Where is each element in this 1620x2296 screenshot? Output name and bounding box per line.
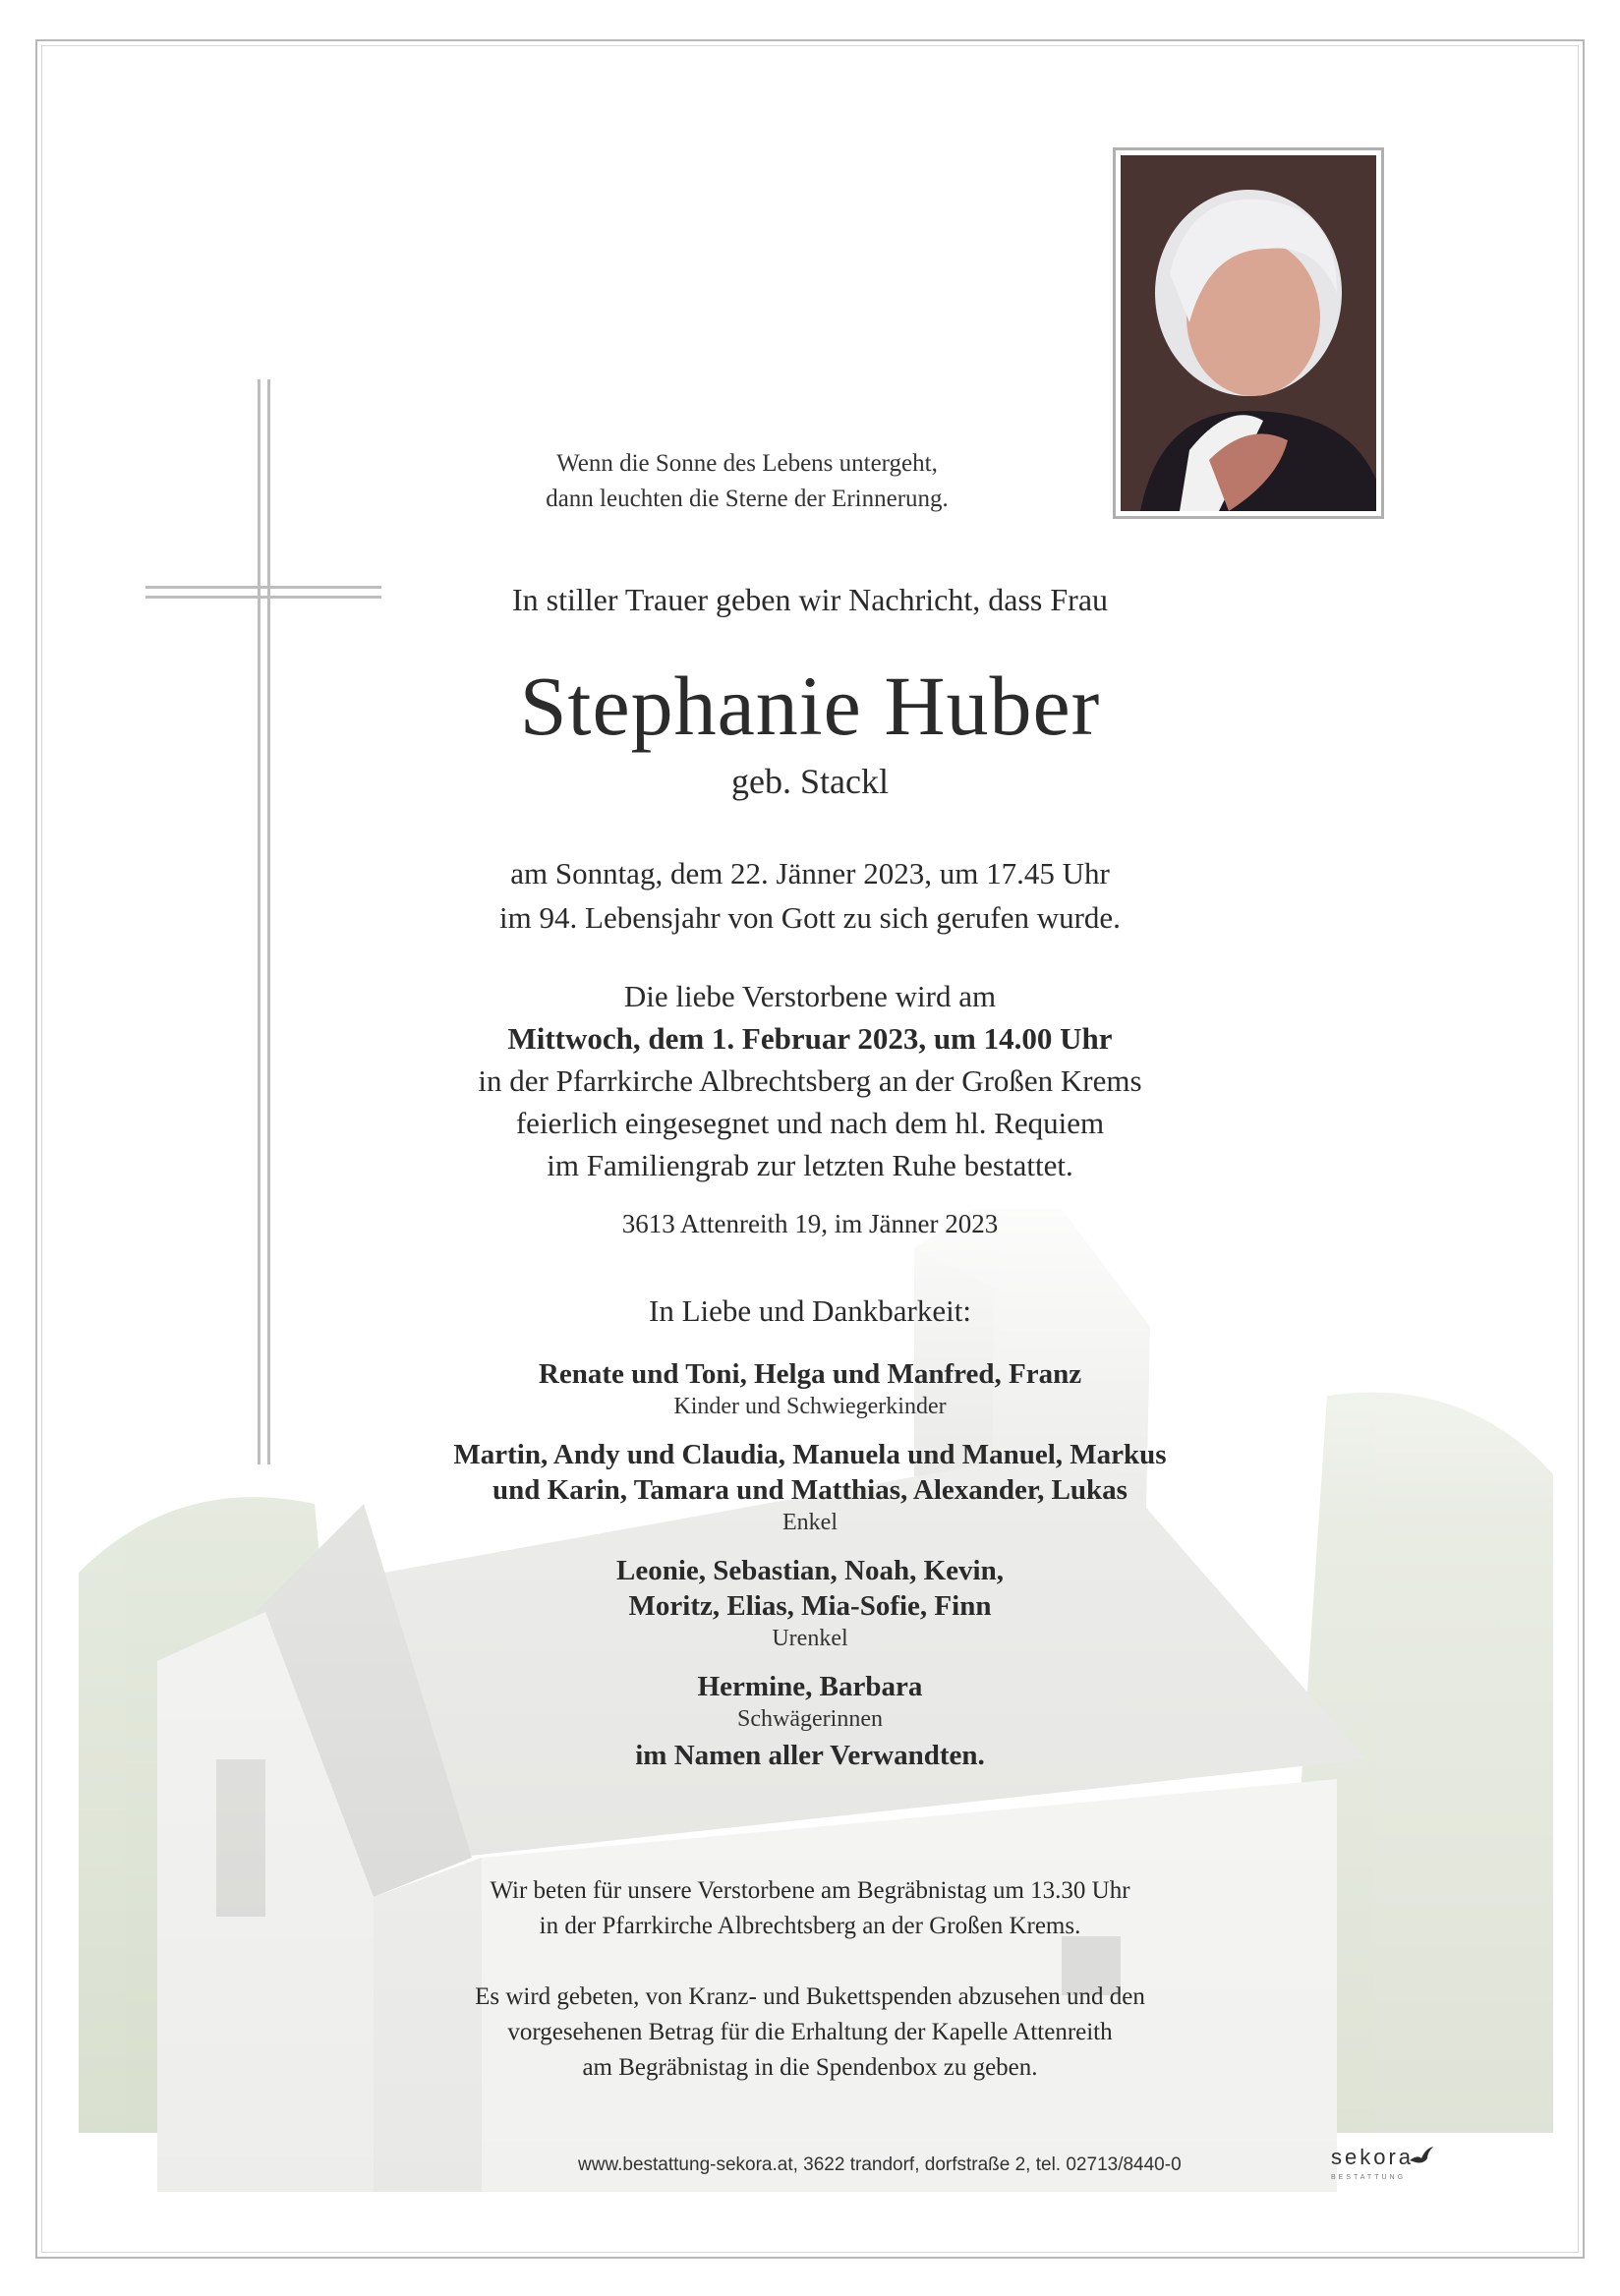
sekora-logo <box>1331 2145 1449 2184</box>
grandchildren-names: und Karin, Tamara und Matthias, Alexander, Lukas <box>492 1474 1128 1506</box>
quote-line: dann leuchten die Sterne der Erinnerung. <box>546 486 949 512</box>
great-grandchildren-names: Leonie, Sebastian, Noah, Kevin, <box>616 1555 1004 1586</box>
funeral-line: in der Pfarrkirche Albrechtsberg an der Großen Krems <box>478 1063 1142 1098</box>
grandchildren-names: Martin, Andy und Claudia, Manuela und Manuel, Markus <box>453 1439 1167 1470</box>
logo-subtitle: BESTATTUNG <box>1331 2174 1407 2181</box>
great-grandchildren-role: Urenkel <box>772 1626 848 1651</box>
death-line: im 94. Lebensjahr von Gott zu sich gerufen wurde. <box>499 900 1121 935</box>
logo-word: sekora <box>1331 2145 1415 2169</box>
children-role: Kinder und Schwiegerkinder <box>673 1394 947 1419</box>
death-details <box>0 851 1620 940</box>
donation-notice <box>0 1980 1620 2086</box>
bird-icon <box>1408 2145 1435 2168</box>
funeral-line: feierlich eingesegnet und nach dem hl. Requiem <box>515 1106 1105 1140</box>
place-date: 3613 Attenreith 19, im Jänner 2023 <box>621 1209 999 1238</box>
donation-line: Es wird gebeten, von Kranz- und Bukettspenden abzusehen und den <box>475 1983 1145 2010</box>
donation-line: am Begräbnistag in die Spendenbox zu geben. <box>582 2054 1038 2081</box>
epigraph-quote <box>452 446 1042 517</box>
quote-line: Wenn die Sonne des Lebens untergeht, <box>556 450 938 477</box>
children-names: Renate und Toni, Helga und Manfred, Franz <box>538 1358 1082 1390</box>
thanks-heading: In Liebe und Dankbarkeit: <box>649 1293 971 1328</box>
funeral-line: Die liebe Verstorbene wird am <box>623 979 997 1013</box>
death-line: am Sonntag, dem 22. Jänner 2023, um 17.45 Uhr <box>510 856 1110 890</box>
great-grandchildren-names: Moritz, Elias, Mia-Sofie, Finn <box>628 1590 992 1622</box>
family-list <box>0 1356 1620 1773</box>
funeral-line: im Familiengrab zur letzten Ruhe bestattet. <box>547 1148 1073 1182</box>
sisters-in-law-names: Hermine, Barbara <box>697 1671 923 1702</box>
prayer-line: Wir beten für unsere Verstorbene am Begräbnistag um 13.30 Uhr <box>490 1877 1130 1904</box>
sisters-in-law-role: Schwägerinnen <box>737 1706 883 1732</box>
grandchildren-role: Enkel <box>782 1510 838 1535</box>
donation-line: vorgesehenen Betrag für die Erhaltung der Kapelle Attenreith <box>507 2019 1113 2045</box>
maiden-name: geb. Stackl <box>731 762 889 801</box>
funeral-date: Mittwoch, dem 1. Februar 2023, um 14.00 Uhr <box>507 1021 1113 1056</box>
deceased-name: Stephanie Huber <box>519 659 1101 753</box>
relatives-line: im Namen aller Verwandten. <box>635 1740 985 1771</box>
funeral-details <box>0 975 1620 1186</box>
portrait-photo <box>1113 147 1384 519</box>
prayer-line: in der Pfarrkirche Albrechtsberg an der Großen Krems. <box>539 1913 1081 1939</box>
announcement-intro: In stiller Trauer geben wir Nachricht, dass Frau <box>511 582 1109 617</box>
footer-contact: www.bestattung-sekora.at, 3622 trandorf, dorfstraße 2, tel. 02713/8440-0 <box>578 2154 1182 2175</box>
prayer-notice <box>0 1873 1620 1944</box>
